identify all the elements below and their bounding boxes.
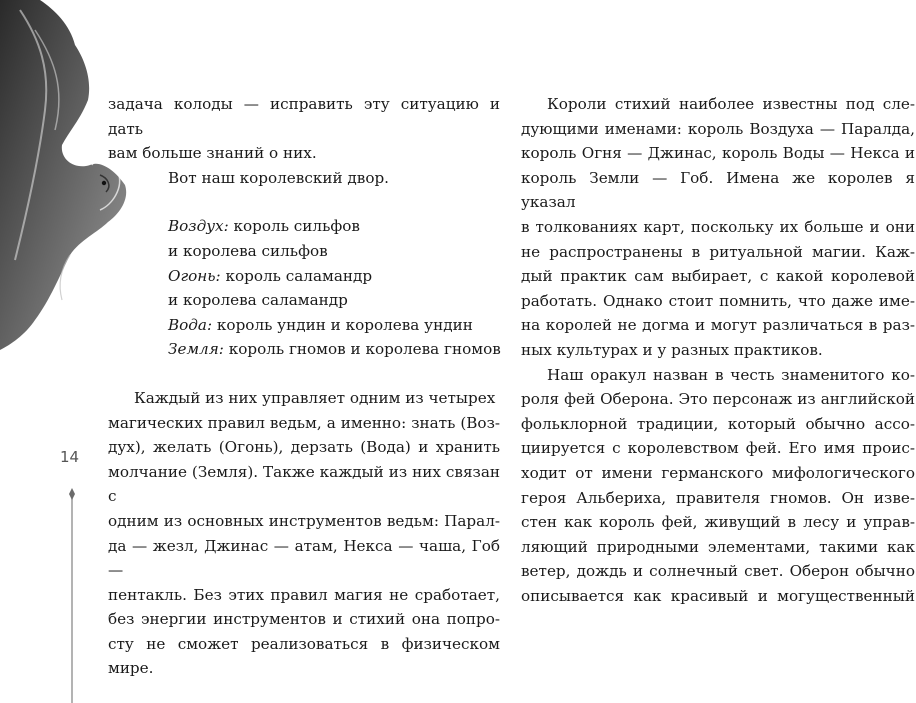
text-line: пентакль. Без этих правил магия не сработает, (108, 585, 500, 604)
text-line: роля фей Оберона. Это персонаж из английской (521, 390, 915, 409)
text-line: ных культурах и у разных практиков. (521, 340, 823, 359)
right-column (521, 92, 915, 608)
text-line: героя Альбериха, правителя гномов. Он изве- (521, 488, 915, 507)
page-rule-divider (64, 488, 80, 703)
text-line: одним из основных инструментов ведьм: Парал- (108, 511, 500, 530)
text-line: работать. Однако стоит помнить, что даже име- (521, 291, 915, 310)
text-line: молчание (Земля). Также каждый из них связан с (108, 462, 500, 506)
text-line: без энергии инструментов и стихий она попро- (108, 610, 500, 629)
text-line: стен как король фей, живущий в лесу и управ- (521, 513, 915, 532)
paragraph (108, 386, 500, 681)
court-intro: Вот наш королевский двор. (168, 168, 390, 187)
text-line: дух), желать (Огонь), дерзать (Вода) и хранить (108, 438, 500, 457)
text-line: ляющий природными элементами, такими как (521, 537, 915, 556)
page-number: 14 (60, 448, 80, 466)
court-line: и королева сильфов (168, 241, 328, 260)
text-line: циируется с королевством фей. Его имя проис- (521, 439, 915, 458)
text-line: в толкованиях карт, поскольку их больше и они (521, 217, 915, 236)
court-line: Земля: король гномов и королева гномов (168, 340, 501, 359)
text-line: задача колоды — исправить эту ситуацию и дать (108, 95, 500, 138)
text-line: дующими именами: король Воздуха — Паралда, (521, 119, 915, 138)
court-list (108, 214, 500, 362)
text-line: вам больше знаний о них. (108, 144, 317, 163)
text-line: не распространены в ритуальной магии. Каж- (521, 242, 915, 261)
court-line: Вода: король ундин и королева ундин (168, 315, 473, 334)
text-line: Каждый из них управляет одним из четырех (134, 388, 496, 407)
text-line: Наш оракул назван в честь знаменитого ко- (547, 365, 915, 384)
text-line: да — жезл, Джинас — атам, Некса — чаша, Гоб — (108, 536, 500, 580)
text-line: Короли стихий наиболее известны под сле- (547, 95, 915, 113)
paragraph (521, 92, 915, 363)
text-line: описывается как красивый и могущественный (521, 586, 915, 605)
text-line: сту не сможет реализоваться в физическом мире. (108, 634, 500, 678)
paragraph (521, 363, 915, 609)
text-line: дый практик сам выбирает, с какой королевой (521, 267, 915, 286)
court-line: Огонь: король саламандр (168, 266, 373, 285)
text-line: король Огня — Джинас, король Воды — Некса и (521, 144, 915, 163)
text-line: фольклорной традиции, который обычно ассо- (521, 414, 915, 433)
text-line: ходит от имени германского мифологического (521, 463, 915, 482)
left-column (108, 92, 500, 681)
text-line: на королей не догма и могут различаться в раз- (521, 316, 915, 335)
text-line: магических правил ведьм, а именно: знать (Воз- (108, 413, 500, 432)
court-line: Воздух: король сильфов (168, 217, 360, 236)
court-line: и королева саламандр (168, 291, 348, 310)
text-line: король Земли — Гоб. Имена же королев я указал (521, 168, 915, 212)
text-line: ветер, дождь и солнечный свет. Оберон обычно (521, 562, 915, 581)
